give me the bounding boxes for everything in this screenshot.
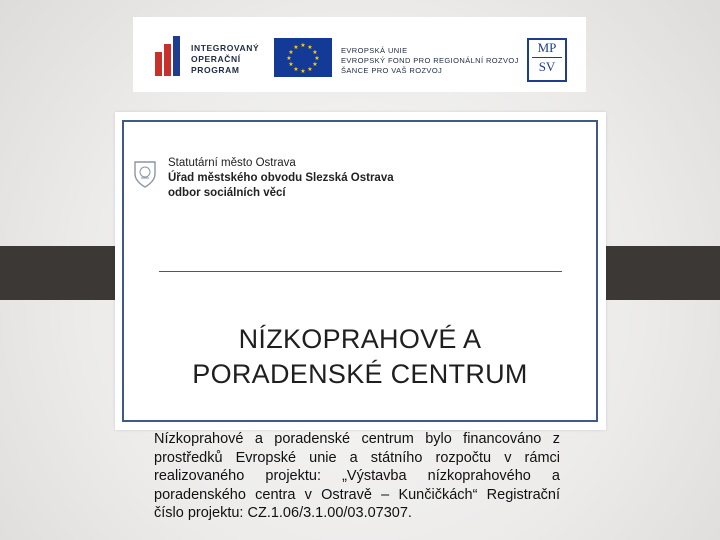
eu-flag-icon (274, 38, 332, 77)
city-crest-icon (131, 158, 159, 190)
eu-line-2: EVROPSKÝ FOND PRO REGIONÁLNÍ ROZVOJ (341, 56, 519, 65)
iop-line-1: INTEGROVANÝ (191, 43, 260, 53)
iop-logo-icon (155, 36, 185, 76)
svg-text:★: ★ (314, 55, 320, 62)
slide-title-line-2: PORADENSKÉ CENTRUM (192, 359, 528, 389)
svg-text:★: ★ (288, 61, 294, 68)
eu-logo-text (341, 46, 519, 76)
iop-logo-text (191, 43, 259, 76)
office-district: Úřad městského obvodu Slezská Ostrava (168, 172, 394, 184)
slide-title (124, 322, 596, 392)
office-header (168, 156, 394, 201)
svg-text:★: ★ (312, 61, 318, 68)
office-department: odbor sociálních věcí (168, 187, 286, 199)
svg-text:★: ★ (300, 68, 306, 75)
svg-text:★: ★ (307, 44, 313, 51)
mpsv-bottom: SV (538, 59, 556, 74)
title-divider (159, 271, 562, 272)
svg-text:★: ★ (307, 66, 313, 73)
mpsv-top: MP (537, 40, 557, 55)
svg-text:★: ★ (288, 49, 294, 56)
eu-line-3: ŠANCE PRO VAŠ ROZVOJ (341, 66, 443, 75)
svg-text:★: ★ (293, 66, 299, 73)
svg-text:★: ★ (293, 44, 299, 51)
slide-title-line-1: NÍZKOPRAHOVÉ A (238, 324, 482, 354)
svg-text:★: ★ (286, 55, 292, 62)
mpsv-divider (532, 57, 562, 58)
iop-line-3: PROGRAM (191, 65, 240, 75)
logo-banner (133, 17, 586, 92)
slide-side-tab-right (591, 246, 720, 300)
mpsv-logo-icon (527, 38, 567, 82)
office-city: Statutární město Ostrava (168, 157, 296, 169)
svg-text:★: ★ (312, 49, 318, 56)
eu-line-1: EVROPSKÁ UNIE (341, 46, 408, 55)
svg-text:★: ★ (300, 42, 306, 49)
slide-side-tab-left (0, 246, 129, 300)
iop-line-2: OPERAČNÍ (191, 54, 241, 64)
slide-body-text: Nízkoprahové a poradenské centrum bylo financováno z prostředků Evropské unie a státního rozpočtu v rámci realizovaného projektu: „Výstavba nízkoprahového a poradenského centra v Ostravě – Kunčičkách“ Registrační číslo projektu: CZ.1.06/3.1.00/03.07307. (154, 431, 560, 521)
